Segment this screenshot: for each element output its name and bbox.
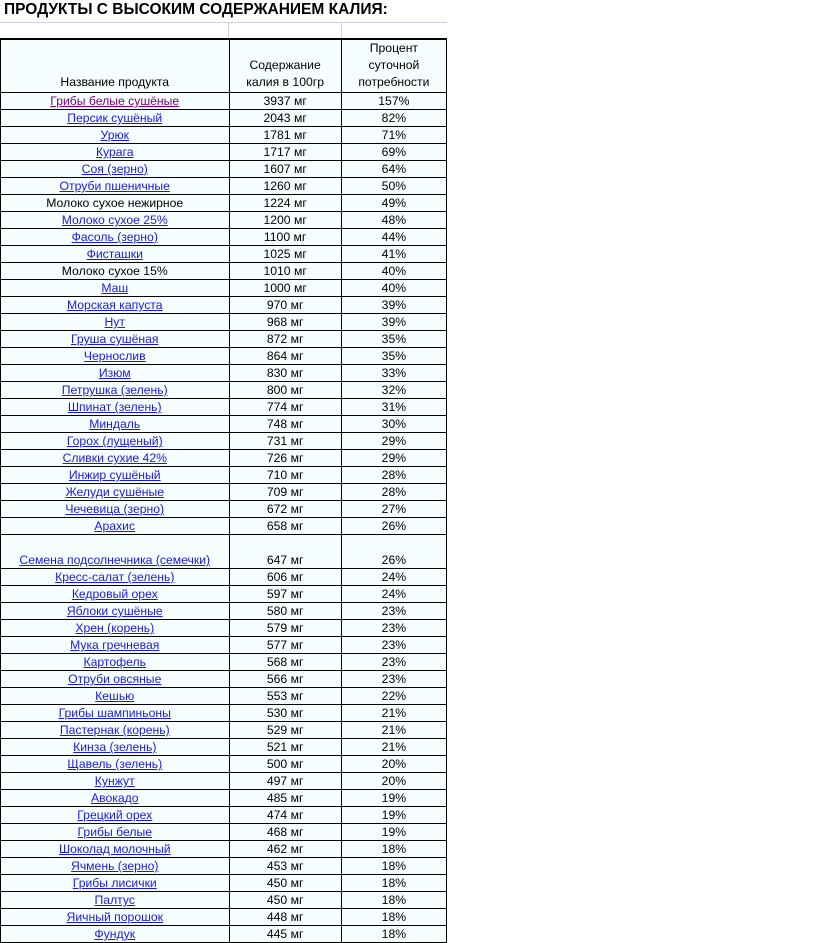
product-name-cell <box>1 263 230 280</box>
potassium-amount-cell: 606 мг <box>229 569 341 586</box>
product-name-cell <box>1 484 230 501</box>
product-name-cell <box>1 858 230 875</box>
product-name-cell <box>1 178 230 195</box>
table-row <box>1 909 447 926</box>
product-name-cell <box>1 331 230 348</box>
potassium-amount-cell: 497 мг <box>229 773 341 790</box>
table-row <box>1 416 447 433</box>
table-row <box>1 620 447 637</box>
product-link[interactable]: Кинза (зелень) <box>73 740 157 754</box>
daily-percent-cell: 39% <box>341 297 446 314</box>
potassium-amount-cell: 1717 мг <box>229 144 341 161</box>
daily-percent-cell: 26% <box>341 535 446 569</box>
header-percent-line1: Процент <box>369 41 418 55</box>
product-link[interactable]: Хрен (корень) <box>75 621 155 635</box>
daily-percent-cell: 28% <box>341 484 446 501</box>
daily-percent-cell: 24% <box>341 569 446 586</box>
table-row <box>1 127 447 144</box>
product-name-cell <box>1 382 230 399</box>
product-link[interactable]: Миндаль <box>89 417 141 431</box>
product-name-cell <box>1 722 230 739</box>
table-row <box>1 637 447 654</box>
daily-percent-cell: 157% <box>341 93 446 110</box>
potassium-amount-cell: 474 мг <box>229 807 341 824</box>
header-content-line2: калия в 100гр <box>246 75 324 89</box>
header-product-name <box>1 40 230 93</box>
potassium-amount-cell: 672 мг <box>229 501 341 518</box>
potassium-amount-cell: 1010 мг <box>229 263 341 280</box>
product-name-cell <box>1 909 230 926</box>
product-link[interactable]: Чечевица (зерно) <box>65 502 165 516</box>
product-link[interactable]: Морская капуста <box>66 298 163 312</box>
daily-percent-cell: 19% <box>341 790 446 807</box>
product-link[interactable]: Шпинат (зелень) <box>67 400 162 414</box>
table-row <box>1 535 447 569</box>
product-link[interactable]: Соя (зерно) <box>81 162 148 176</box>
table-row <box>1 790 447 807</box>
product-name-cell <box>1 773 230 790</box>
potassium-amount-cell: 800 мг <box>229 382 341 399</box>
product-link[interactable]: Палтус <box>94 893 135 907</box>
header-potassium-content <box>229 40 341 93</box>
product-link[interactable]: Кунжут <box>94 774 135 788</box>
potassium-amount-cell: 864 мг <box>229 348 341 365</box>
table-row <box>1 569 447 586</box>
table-row <box>1 93 447 110</box>
daily-percent-cell: 19% <box>341 824 446 841</box>
potassium-amount-cell: 830 мг <box>229 365 341 382</box>
daily-percent-cell: 20% <box>341 756 446 773</box>
potassium-amount-cell: 1100 мг <box>229 229 341 246</box>
daily-percent-cell: 33% <box>341 365 446 382</box>
daily-percent-cell: 32% <box>341 382 446 399</box>
product-link[interactable]: Желуди сушёные <box>65 485 165 499</box>
daily-percent-cell: 22% <box>341 688 446 705</box>
table-row <box>1 144 447 161</box>
potassium-amount-cell: 485 мг <box>229 790 341 807</box>
product-link[interactable]: Пастернак (корень) <box>59 723 170 737</box>
table-row <box>1 212 447 229</box>
table-row <box>1 348 447 365</box>
potassium-amount-cell: 553 мг <box>229 688 341 705</box>
potassium-amount-cell: 774 мг <box>229 399 341 416</box>
table-row <box>1 331 447 348</box>
daily-percent-cell: 44% <box>341 229 446 246</box>
product-link[interactable]: Курага <box>95 145 134 159</box>
title-row <box>0 0 447 23</box>
potassium-amount-cell: 579 мг <box>229 620 341 637</box>
header-content-line1: Содержание <box>249 58 321 72</box>
product-name-cell <box>1 314 230 331</box>
table-row <box>1 705 447 722</box>
product-link[interactable]: Ячмень (зерно) <box>71 859 159 873</box>
product-link[interactable]: Урюк <box>100 128 129 142</box>
product-link[interactable]: Авокадо <box>90 791 139 805</box>
product-link[interactable]: Фасоль (зерно) <box>71 230 158 244</box>
product-name-cell <box>1 416 230 433</box>
table-row <box>1 467 447 484</box>
potassium-amount-cell: 462 мг <box>229 841 341 858</box>
product-name-cell <box>1 705 230 722</box>
product-link[interactable]: Нут <box>104 315 125 329</box>
product-link[interactable]: Картофель <box>83 655 146 669</box>
daily-percent-cell: 40% <box>341 280 446 297</box>
product-link[interactable]: Кедровый орех <box>71 587 158 601</box>
product-link[interactable]: Чернослив <box>83 349 146 363</box>
product-name-cell <box>1 144 230 161</box>
table-row <box>1 773 447 790</box>
potassium-amount-cell: 726 мг <box>229 450 341 467</box>
daily-percent-cell: 18% <box>341 926 446 943</box>
product-name-cell <box>1 671 230 688</box>
table-row <box>1 875 447 892</box>
product-link[interactable]: Грибы белые сушёные <box>50 94 180 108</box>
table-row <box>1 739 447 756</box>
table-row <box>1 892 447 909</box>
table-row <box>1 484 447 501</box>
table-row <box>1 518 447 535</box>
header-percent-line3: потребности <box>358 75 430 89</box>
product-link[interactable]: Сливки сухие 42% <box>62 451 167 465</box>
product-name-cell <box>1 297 230 314</box>
product-name-cell <box>1 688 230 705</box>
potassium-amount-cell: 3937 мг <box>229 93 341 110</box>
table-row <box>1 450 447 467</box>
product-name-cell <box>1 212 230 229</box>
potassium-amount-cell: 2043 мг <box>229 110 341 127</box>
product-link[interactable]: Горох (лущеный) <box>66 434 163 448</box>
product-name-cell <box>1 654 230 671</box>
product-name-cell <box>1 620 230 637</box>
table-row <box>1 314 447 331</box>
product-name-cell <box>1 93 230 110</box>
daily-percent-cell: 48% <box>341 212 446 229</box>
product-link[interactable]: Фундук <box>94 927 136 941</box>
product-link[interactable]: Грибы лисички <box>72 876 157 890</box>
header-product-name-label: Название продукта <box>60 75 170 89</box>
product-name-cell <box>1 467 230 484</box>
potassium-amount-cell: 709 мг <box>229 484 341 501</box>
daily-percent-cell: 23% <box>341 654 446 671</box>
product-link[interactable]: Кресс-салат (зелень) <box>55 570 175 584</box>
potassium-amount-cell: 731 мг <box>229 433 341 450</box>
potassium-amount-cell: 450 мг <box>229 892 341 909</box>
page-title: ПРОДУКТЫ С ВЫСОКИМ СОДЕРЖАНИЕМ КАЛИЯ: <box>4 1 388 18</box>
product-name-cell <box>1 399 230 416</box>
daily-percent-cell: 71% <box>341 127 446 144</box>
daily-percent-cell: 35% <box>341 331 446 348</box>
daily-percent-cell: 21% <box>341 722 446 739</box>
daily-percent-cell: 24% <box>341 586 446 603</box>
daily-percent-cell: 18% <box>341 909 446 926</box>
potassium-amount-cell: 566 мг <box>229 671 341 688</box>
product-name-cell <box>1 586 230 603</box>
daily-percent-cell: 69% <box>341 144 446 161</box>
potassium-amount-cell: 521 мг <box>229 739 341 756</box>
daily-percent-cell: 29% <box>341 450 446 467</box>
potassium-amount-cell: 1000 мг <box>229 280 341 297</box>
daily-percent-cell: 23% <box>341 671 446 688</box>
product-name-cell <box>1 756 230 773</box>
potassium-amount-cell: 1607 мг <box>229 161 341 178</box>
potassium-amount-cell: 445 мг <box>229 926 341 943</box>
product-name-cell <box>1 739 230 756</box>
product-name-cell <box>1 807 230 824</box>
potassium-amount-cell: 448 мг <box>229 909 341 926</box>
product-name-cell <box>1 569 230 586</box>
daily-percent-cell: 30% <box>341 416 446 433</box>
potassium-amount-cell: 453 мг <box>229 858 341 875</box>
daily-percent-cell: 27% <box>341 501 446 518</box>
daily-percent-cell: 18% <box>341 858 446 875</box>
potassium-amount-cell: 597 мг <box>229 586 341 603</box>
product-name-cell <box>1 790 230 807</box>
product-link[interactable]: Петрушка (зелень) <box>61 383 168 397</box>
product-link[interactable]: Яичный порошок <box>66 910 163 924</box>
product-name-cell <box>1 365 230 382</box>
daily-percent-cell: 23% <box>341 620 446 637</box>
table-row <box>1 688 447 705</box>
product-link[interactable]: Грецкий орех <box>77 808 153 822</box>
daily-percent-cell: 40% <box>341 263 446 280</box>
product-name-cell <box>1 518 230 535</box>
product-link[interactable]: Шоколад молочный <box>58 842 171 856</box>
table-row <box>1 229 447 246</box>
product-name-cell <box>1 603 230 620</box>
table-row <box>1 654 447 671</box>
potassium-amount-cell: 658 мг <box>229 518 341 535</box>
product-name-cell <box>1 127 230 144</box>
daily-percent-cell: 23% <box>341 603 446 620</box>
daily-percent-cell: 29% <box>341 433 446 450</box>
table-row <box>1 263 447 280</box>
product-link[interactable]: Яблоки сушёные <box>66 604 163 618</box>
product-name-cell <box>1 637 230 654</box>
potassium-amount-cell: 748 мг <box>229 416 341 433</box>
table-row <box>1 586 447 603</box>
potassium-amount-cell: 1224 мг <box>229 195 341 212</box>
potassium-amount-cell: 872 мг <box>229 331 341 348</box>
product-name-cell <box>1 892 230 909</box>
product-name-cell <box>1 501 230 518</box>
table-row <box>1 722 447 739</box>
table-row <box>1 824 447 841</box>
product-link[interactable]: Семена подсолнечника (семечки) <box>19 553 211 567</box>
daily-percent-cell: 18% <box>341 875 446 892</box>
product-name-cell <box>1 841 230 858</box>
daily-percent-cell: 18% <box>341 841 446 858</box>
daily-percent-cell: 20% <box>341 773 446 790</box>
table-row <box>1 178 447 195</box>
product-name: Молоко сухое 15% <box>61 264 168 278</box>
product-name-cell <box>1 280 230 297</box>
table-row <box>1 382 447 399</box>
product-name-cell <box>1 195 230 212</box>
table-row <box>1 807 447 824</box>
product-link[interactable]: Щавель (зелень) <box>67 757 163 771</box>
daily-percent-cell: 21% <box>341 739 446 756</box>
product-name-cell <box>1 875 230 892</box>
potassium-amount-cell: 500 мг <box>229 756 341 773</box>
grid-line <box>228 23 229 38</box>
potassium-amount-cell: 968 мг <box>229 314 341 331</box>
product-name-cell <box>1 110 230 127</box>
daily-percent-cell: 49% <box>341 195 446 212</box>
potassium-amount-cell: 468 мг <box>229 824 341 841</box>
table-row <box>1 297 447 314</box>
product-name-cell <box>1 824 230 841</box>
table-row <box>1 246 447 263</box>
product-link[interactable]: Инжир сушёный <box>68 468 161 482</box>
daily-percent-cell: 28% <box>341 467 446 484</box>
product-link[interactable]: Отруби овсяные <box>68 672 162 686</box>
grid-line <box>341 23 342 38</box>
potassium-amount-cell: 1200 мг <box>229 212 341 229</box>
table-row <box>1 110 447 127</box>
product-link[interactable]: Изюм <box>98 366 131 380</box>
product-link[interactable]: Кешью <box>95 689 135 703</box>
potassium-amount-cell: 970 мг <box>229 297 341 314</box>
header-percent-line2: суточной <box>368 58 420 72</box>
daily-percent-cell: 19% <box>341 807 446 824</box>
table-row <box>1 280 447 297</box>
potassium-amount-cell: 577 мг <box>229 637 341 654</box>
potassium-amount-cell: 1260 мг <box>229 178 341 195</box>
table-row <box>1 858 447 875</box>
potassium-amount-cell: 580 мг <box>229 603 341 620</box>
table-row <box>1 841 447 858</box>
potassium-table <box>0 39 447 943</box>
table-row <box>1 195 447 212</box>
daily-percent-cell: 26% <box>341 518 446 535</box>
table-row <box>1 365 447 382</box>
potassium-amount-cell: 450 мг <box>229 875 341 892</box>
product-name-cell <box>1 348 230 365</box>
product-link[interactable]: Грибы шампиньоны <box>58 706 171 720</box>
header-daily-percent <box>341 40 446 93</box>
daily-percent-cell: 18% <box>341 892 446 909</box>
table-body <box>1 93 447 943</box>
product-link[interactable]: Молоко сухое 25% <box>61 213 168 227</box>
potassium-amount-cell: 529 мг <box>229 722 341 739</box>
product-link[interactable]: Маш <box>101 281 129 295</box>
product-name: Молоко сухое нежирное <box>46 196 184 210</box>
product-name-cell <box>1 433 230 450</box>
product-link[interactable]: Грибы белые <box>77 825 152 839</box>
product-name-cell <box>1 246 230 263</box>
daily-percent-cell: 41% <box>341 246 446 263</box>
potassium-amount-cell: 568 мг <box>229 654 341 671</box>
potassium-amount-cell: 647 мг <box>229 535 341 569</box>
product-link[interactable]: Отруби пшеничные <box>59 179 170 193</box>
daily-percent-cell: 39% <box>341 314 446 331</box>
product-link[interactable]: Груша сушёная <box>71 332 159 346</box>
product-link[interactable]: Фисташки <box>86 247 143 261</box>
product-name-cell <box>1 535 230 569</box>
daily-percent-cell: 31% <box>341 399 446 416</box>
product-link[interactable]: Персик сушёный <box>67 111 163 125</box>
daily-percent-cell: 21% <box>341 705 446 722</box>
daily-percent-cell: 82% <box>341 110 446 127</box>
daily-percent-cell: 64% <box>341 161 446 178</box>
table-row <box>1 603 447 620</box>
table-row <box>1 671 447 688</box>
potassium-amount-cell: 710 мг <box>229 467 341 484</box>
potassium-amount-cell: 1781 мг <box>229 127 341 144</box>
potassium-amount-cell: 1025 мг <box>229 246 341 263</box>
product-name-cell <box>1 450 230 467</box>
product-link[interactable]: Арахис <box>94 519 136 533</box>
product-name-cell <box>1 161 230 178</box>
daily-percent-cell: 35% <box>341 348 446 365</box>
potassium-amount-cell: 530 мг <box>229 705 341 722</box>
header-row <box>1 40 447 93</box>
table-row <box>1 161 447 178</box>
daily-percent-cell: 23% <box>341 637 446 654</box>
table-row <box>1 756 447 773</box>
table-row <box>1 399 447 416</box>
table-row <box>1 501 447 518</box>
blank-row <box>0 23 447 39</box>
product-name-cell <box>1 229 230 246</box>
table-row <box>1 433 447 450</box>
daily-percent-cell: 50% <box>341 178 446 195</box>
product-link[interactable]: Мука гречневая <box>70 638 160 652</box>
